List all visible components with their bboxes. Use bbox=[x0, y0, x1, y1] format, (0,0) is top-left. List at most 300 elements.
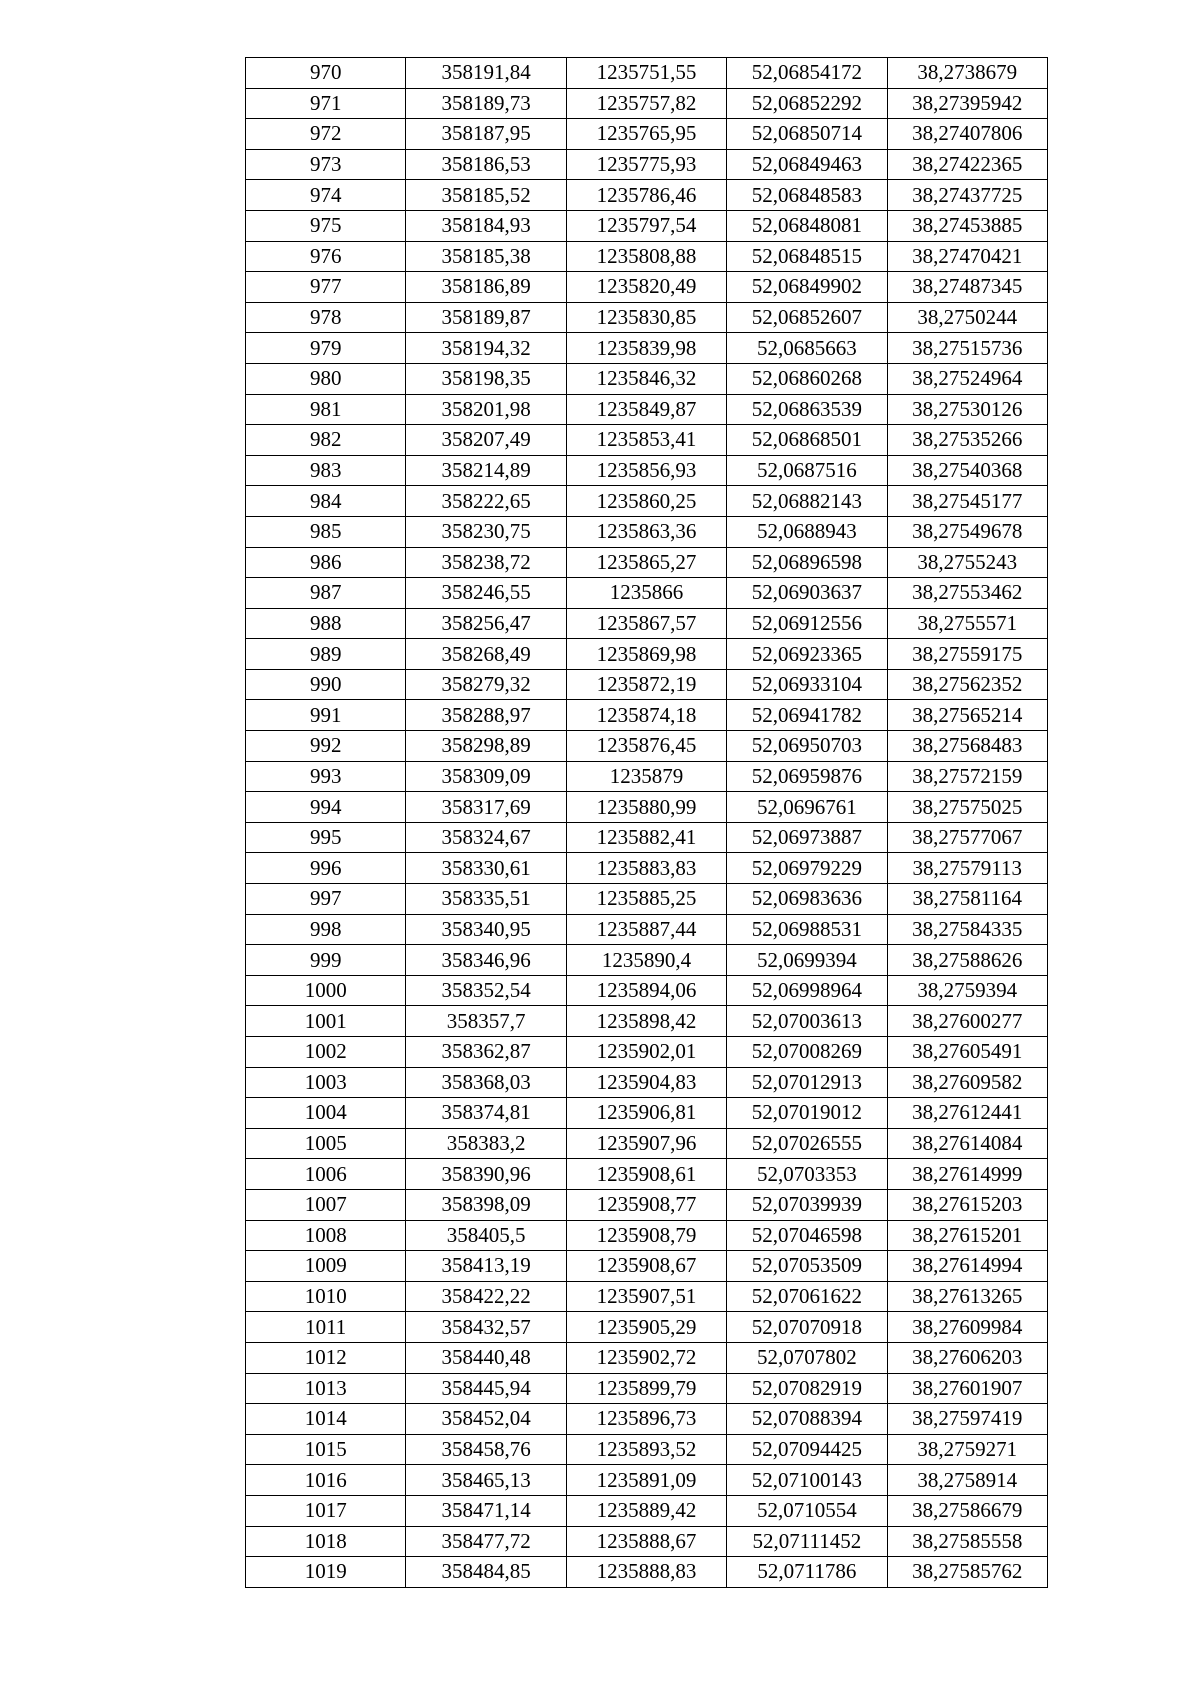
x-coordinate-cell: 358189,87 bbox=[406, 302, 566, 333]
longitude-cell: 38,27575025 bbox=[887, 792, 1047, 823]
y-coordinate-cell: 1235908,61 bbox=[566, 1159, 726, 1190]
table-row bbox=[246, 1098, 1048, 1129]
point-number-cell: 973 bbox=[246, 149, 406, 180]
longitude-cell: 38,27407806 bbox=[887, 119, 1047, 150]
latitude-cell: 52,07053509 bbox=[727, 1251, 887, 1282]
table-row bbox=[246, 1404, 1048, 1435]
longitude-cell: 38,2750244 bbox=[887, 302, 1047, 333]
point-number-cell: 997 bbox=[246, 884, 406, 915]
longitude-cell: 38,2759271 bbox=[887, 1434, 1047, 1465]
longitude-cell: 38,27453885 bbox=[887, 210, 1047, 241]
point-number-cell: 991 bbox=[246, 700, 406, 731]
longitude-cell: 38,27612441 bbox=[887, 1098, 1047, 1129]
x-coordinate-cell: 358477,72 bbox=[406, 1526, 566, 1557]
x-coordinate-cell: 358422,22 bbox=[406, 1281, 566, 1312]
latitude-cell: 52,0687516 bbox=[727, 455, 887, 486]
point-number-cell: 998 bbox=[246, 914, 406, 945]
y-coordinate-cell: 1235872,19 bbox=[566, 669, 726, 700]
latitude-cell: 52,07003613 bbox=[727, 1006, 887, 1037]
point-number-cell: 1013 bbox=[246, 1373, 406, 1404]
longitude-cell: 38,27605491 bbox=[887, 1037, 1047, 1068]
table-row bbox=[246, 669, 1048, 700]
longitude-cell: 38,27585762 bbox=[887, 1557, 1047, 1588]
point-number-cell: 1008 bbox=[246, 1220, 406, 1251]
table-row bbox=[246, 241, 1048, 272]
latitude-cell: 52,06933104 bbox=[727, 669, 887, 700]
y-coordinate-cell: 1235853,41 bbox=[566, 425, 726, 456]
point-number-cell: 979 bbox=[246, 333, 406, 364]
longitude-cell: 38,2758914 bbox=[887, 1465, 1047, 1496]
x-coordinate-cell: 358383,2 bbox=[406, 1128, 566, 1159]
latitude-cell: 52,07046598 bbox=[727, 1220, 887, 1251]
latitude-cell: 52,06848081 bbox=[727, 210, 887, 241]
table-row bbox=[246, 1373, 1048, 1404]
table-row bbox=[246, 88, 1048, 119]
table-row bbox=[246, 884, 1048, 915]
longitude-cell: 38,27601907 bbox=[887, 1373, 1047, 1404]
latitude-cell: 52,0710554 bbox=[727, 1495, 887, 1526]
table-row bbox=[246, 180, 1048, 211]
y-coordinate-cell: 1235775,93 bbox=[566, 149, 726, 180]
latitude-cell: 52,07039939 bbox=[727, 1189, 887, 1220]
x-coordinate-cell: 358246,55 bbox=[406, 578, 566, 609]
x-coordinate-cell: 358352,54 bbox=[406, 975, 566, 1006]
latitude-cell: 52,06854172 bbox=[727, 58, 887, 89]
table-row bbox=[246, 1128, 1048, 1159]
table-row bbox=[246, 608, 1048, 639]
latitude-cell: 52,06852292 bbox=[727, 88, 887, 119]
latitude-cell: 52,07008269 bbox=[727, 1037, 887, 1068]
table-row bbox=[246, 1281, 1048, 1312]
longitude-cell: 38,27559175 bbox=[887, 639, 1047, 670]
point-number-cell: 990 bbox=[246, 669, 406, 700]
x-coordinate-cell: 358201,98 bbox=[406, 394, 566, 425]
point-number-cell: 984 bbox=[246, 486, 406, 517]
longitude-cell: 38,27579113 bbox=[887, 853, 1047, 884]
latitude-cell: 52,06848515 bbox=[727, 241, 887, 272]
table-row bbox=[246, 975, 1048, 1006]
table-row bbox=[246, 731, 1048, 762]
y-coordinate-cell: 1235786,46 bbox=[566, 180, 726, 211]
latitude-cell: 52,06950703 bbox=[727, 731, 887, 762]
latitude-cell: 52,0699394 bbox=[727, 945, 887, 976]
longitude-cell: 38,27584335 bbox=[887, 914, 1047, 945]
y-coordinate-cell: 1235887,44 bbox=[566, 914, 726, 945]
point-number-cell: 1003 bbox=[246, 1067, 406, 1098]
longitude-cell: 38,27581164 bbox=[887, 884, 1047, 915]
table-row bbox=[246, 394, 1048, 425]
table-row bbox=[246, 210, 1048, 241]
longitude-cell: 38,27614999 bbox=[887, 1159, 1047, 1190]
x-coordinate-cell: 358279,32 bbox=[406, 669, 566, 700]
x-coordinate-cell: 358268,49 bbox=[406, 639, 566, 670]
table-row bbox=[246, 1312, 1048, 1343]
latitude-cell: 52,07061622 bbox=[727, 1281, 887, 1312]
y-coordinate-cell: 1235905,29 bbox=[566, 1312, 726, 1343]
table-row bbox=[246, 302, 1048, 333]
table-row bbox=[246, 425, 1048, 456]
point-number-cell: 971 bbox=[246, 88, 406, 119]
y-coordinate-cell: 1235882,41 bbox=[566, 822, 726, 853]
y-coordinate-cell: 1235820,49 bbox=[566, 272, 726, 303]
x-coordinate-cell: 358432,57 bbox=[406, 1312, 566, 1343]
table-row bbox=[246, 149, 1048, 180]
table-row bbox=[246, 516, 1048, 547]
y-coordinate-cell: 1235860,25 bbox=[566, 486, 726, 517]
y-coordinate-cell: 1235908,67 bbox=[566, 1251, 726, 1282]
point-number-cell: 996 bbox=[246, 853, 406, 884]
longitude-cell: 38,27577067 bbox=[887, 822, 1047, 853]
longitude-cell: 38,27540368 bbox=[887, 455, 1047, 486]
latitude-cell: 52,06903637 bbox=[727, 578, 887, 609]
point-number-cell: 1009 bbox=[246, 1251, 406, 1282]
table-row bbox=[246, 761, 1048, 792]
y-coordinate-cell: 1235888,67 bbox=[566, 1526, 726, 1557]
point-number-cell: 1000 bbox=[246, 975, 406, 1006]
point-number-cell: 981 bbox=[246, 394, 406, 425]
latitude-cell: 52,06998964 bbox=[727, 975, 887, 1006]
table-row bbox=[246, 639, 1048, 670]
coordinates-table-body bbox=[246, 58, 1048, 1588]
table-row bbox=[246, 822, 1048, 853]
longitude-cell: 38,27545177 bbox=[887, 486, 1047, 517]
longitude-cell: 38,27615203 bbox=[887, 1189, 1047, 1220]
longitude-cell: 38,27613265 bbox=[887, 1281, 1047, 1312]
latitude-cell: 52,07111452 bbox=[727, 1526, 887, 1557]
x-coordinate-cell: 358189,73 bbox=[406, 88, 566, 119]
longitude-cell: 38,27586679 bbox=[887, 1495, 1047, 1526]
longitude-cell: 38,2738679 bbox=[887, 58, 1047, 89]
y-coordinate-cell: 1235869,98 bbox=[566, 639, 726, 670]
latitude-cell: 52,06882143 bbox=[727, 486, 887, 517]
longitude-cell: 38,27562352 bbox=[887, 669, 1047, 700]
table-row bbox=[246, 333, 1048, 364]
latitude-cell: 52,0696761 bbox=[727, 792, 887, 823]
y-coordinate-cell: 1235893,52 bbox=[566, 1434, 726, 1465]
x-coordinate-cell: 358298,89 bbox=[406, 731, 566, 762]
table-row bbox=[246, 455, 1048, 486]
y-coordinate-cell: 1235894,06 bbox=[566, 975, 726, 1006]
y-coordinate-cell: 1235908,79 bbox=[566, 1220, 726, 1251]
longitude-cell: 38,27615201 bbox=[887, 1220, 1047, 1251]
y-coordinate-cell: 1235876,45 bbox=[566, 731, 726, 762]
table-row bbox=[246, 1006, 1048, 1037]
point-number-cell: 970 bbox=[246, 58, 406, 89]
latitude-cell: 52,07070918 bbox=[727, 1312, 887, 1343]
y-coordinate-cell: 1235808,88 bbox=[566, 241, 726, 272]
point-number-cell: 982 bbox=[246, 425, 406, 456]
point-number-cell: 1012 bbox=[246, 1342, 406, 1373]
point-number-cell: 1005 bbox=[246, 1128, 406, 1159]
longitude-cell: 38,27614084 bbox=[887, 1128, 1047, 1159]
x-coordinate-cell: 358346,96 bbox=[406, 945, 566, 976]
y-coordinate-cell: 1235904,83 bbox=[566, 1067, 726, 1098]
longitude-cell: 38,2755571 bbox=[887, 608, 1047, 639]
point-number-cell: 1019 bbox=[246, 1557, 406, 1588]
point-number-cell: 1001 bbox=[246, 1006, 406, 1037]
x-coordinate-cell: 358185,52 bbox=[406, 180, 566, 211]
latitude-cell: 52,0688943 bbox=[727, 516, 887, 547]
point-number-cell: 986 bbox=[246, 547, 406, 578]
longitude-cell: 38,27437725 bbox=[887, 180, 1047, 211]
x-coordinate-cell: 358440,48 bbox=[406, 1342, 566, 1373]
longitude-cell: 38,27572159 bbox=[887, 761, 1047, 792]
latitude-cell: 52,0707802 bbox=[727, 1342, 887, 1373]
longitude-cell: 38,27515736 bbox=[887, 333, 1047, 364]
latitude-cell: 52,06959876 bbox=[727, 761, 887, 792]
x-coordinate-cell: 358390,96 bbox=[406, 1159, 566, 1190]
latitude-cell: 52,06848583 bbox=[727, 180, 887, 211]
y-coordinate-cell: 1235896,73 bbox=[566, 1404, 726, 1435]
longitude-cell: 38,27600277 bbox=[887, 1006, 1047, 1037]
x-coordinate-cell: 358413,19 bbox=[406, 1251, 566, 1282]
x-coordinate-cell: 358256,47 bbox=[406, 608, 566, 639]
x-coordinate-cell: 358398,09 bbox=[406, 1189, 566, 1220]
longitude-cell: 38,27588626 bbox=[887, 945, 1047, 976]
table-row bbox=[246, 945, 1048, 976]
y-coordinate-cell: 1235846,32 bbox=[566, 363, 726, 394]
table-row bbox=[246, 363, 1048, 394]
x-coordinate-cell: 358194,32 bbox=[406, 333, 566, 364]
table-row bbox=[246, 1495, 1048, 1526]
table-row bbox=[246, 119, 1048, 150]
y-coordinate-cell: 1235908,77 bbox=[566, 1189, 726, 1220]
longitude-cell: 38,27565214 bbox=[887, 700, 1047, 731]
x-coordinate-cell: 358230,75 bbox=[406, 516, 566, 547]
y-coordinate-cell: 1235830,85 bbox=[566, 302, 726, 333]
latitude-cell: 52,06849902 bbox=[727, 272, 887, 303]
latitude-cell: 52,07088394 bbox=[727, 1404, 887, 1435]
latitude-cell: 52,06912556 bbox=[727, 608, 887, 639]
latitude-cell: 52,06988531 bbox=[727, 914, 887, 945]
latitude-cell: 52,06863539 bbox=[727, 394, 887, 425]
longitude-cell: 38,2759394 bbox=[887, 975, 1047, 1006]
point-number-cell: 983 bbox=[246, 455, 406, 486]
latitude-cell: 52,06979229 bbox=[727, 853, 887, 884]
y-coordinate-cell: 1235891,09 bbox=[566, 1465, 726, 1496]
x-coordinate-cell: 358445,94 bbox=[406, 1373, 566, 1404]
y-coordinate-cell: 1235885,25 bbox=[566, 884, 726, 915]
x-coordinate-cell: 358214,89 bbox=[406, 455, 566, 486]
longitude-cell: 38,27606203 bbox=[887, 1342, 1047, 1373]
latitude-cell: 52,06850714 bbox=[727, 119, 887, 150]
longitude-cell: 38,2755243 bbox=[887, 547, 1047, 578]
longitude-cell: 38,27530126 bbox=[887, 394, 1047, 425]
latitude-cell: 52,06868501 bbox=[727, 425, 887, 456]
latitude-cell: 52,07026555 bbox=[727, 1128, 887, 1159]
x-coordinate-cell: 358222,65 bbox=[406, 486, 566, 517]
point-number-cell: 1006 bbox=[246, 1159, 406, 1190]
y-coordinate-cell: 1235867,57 bbox=[566, 608, 726, 639]
table-row bbox=[246, 578, 1048, 609]
latitude-cell: 52,06860268 bbox=[727, 363, 887, 394]
x-coordinate-cell: 358187,95 bbox=[406, 119, 566, 150]
longitude-cell: 38,27535266 bbox=[887, 425, 1047, 456]
point-number-cell: 987 bbox=[246, 578, 406, 609]
point-number-cell: 1017 bbox=[246, 1495, 406, 1526]
y-coordinate-cell: 1235839,98 bbox=[566, 333, 726, 364]
x-coordinate-cell: 358309,09 bbox=[406, 761, 566, 792]
y-coordinate-cell: 1235879 bbox=[566, 761, 726, 792]
latitude-cell: 52,07094425 bbox=[727, 1434, 887, 1465]
x-coordinate-cell: 358458,76 bbox=[406, 1434, 566, 1465]
table-row bbox=[246, 486, 1048, 517]
x-coordinate-cell: 358484,85 bbox=[406, 1557, 566, 1588]
table-row bbox=[246, 700, 1048, 731]
latitude-cell: 52,06983636 bbox=[727, 884, 887, 915]
table-row bbox=[246, 1465, 1048, 1496]
x-coordinate-cell: 358317,69 bbox=[406, 792, 566, 823]
longitude-cell: 38,27609582 bbox=[887, 1067, 1047, 1098]
latitude-cell: 52,06923365 bbox=[727, 639, 887, 670]
y-coordinate-cell: 1235765,95 bbox=[566, 119, 726, 150]
longitude-cell: 38,27585558 bbox=[887, 1526, 1047, 1557]
y-coordinate-cell: 1235888,83 bbox=[566, 1557, 726, 1588]
x-coordinate-cell: 358362,87 bbox=[406, 1037, 566, 1068]
latitude-cell: 52,06896598 bbox=[727, 547, 887, 578]
x-coordinate-cell: 358330,61 bbox=[406, 853, 566, 884]
point-number-cell: 988 bbox=[246, 608, 406, 639]
table-row bbox=[246, 792, 1048, 823]
table-row bbox=[246, 1220, 1048, 1251]
y-coordinate-cell: 1235866 bbox=[566, 578, 726, 609]
latitude-cell: 52,07012913 bbox=[727, 1067, 887, 1098]
x-coordinate-cell: 358207,49 bbox=[406, 425, 566, 456]
point-number-cell: 992 bbox=[246, 731, 406, 762]
y-coordinate-cell: 1235889,42 bbox=[566, 1495, 726, 1526]
table-row bbox=[246, 1067, 1048, 1098]
table-row bbox=[246, 1037, 1048, 1068]
point-number-cell: 1004 bbox=[246, 1098, 406, 1129]
y-coordinate-cell: 1235907,96 bbox=[566, 1128, 726, 1159]
table-row bbox=[246, 1434, 1048, 1465]
table-row bbox=[246, 58, 1048, 89]
y-coordinate-cell: 1235907,51 bbox=[566, 1281, 726, 1312]
latitude-cell: 52,07082919 bbox=[727, 1373, 887, 1404]
point-number-cell: 989 bbox=[246, 639, 406, 670]
y-coordinate-cell: 1235797,54 bbox=[566, 210, 726, 241]
point-number-cell: 1016 bbox=[246, 1465, 406, 1496]
x-coordinate-cell: 358238,72 bbox=[406, 547, 566, 578]
y-coordinate-cell: 1235849,87 bbox=[566, 394, 726, 425]
point-number-cell: 978 bbox=[246, 302, 406, 333]
longitude-cell: 38,27597419 bbox=[887, 1404, 1047, 1435]
point-number-cell: 985 bbox=[246, 516, 406, 547]
point-number-cell: 1002 bbox=[246, 1037, 406, 1068]
point-number-cell: 975 bbox=[246, 210, 406, 241]
y-coordinate-cell: 1235865,27 bbox=[566, 547, 726, 578]
y-coordinate-cell: 1235856,93 bbox=[566, 455, 726, 486]
y-coordinate-cell: 1235883,83 bbox=[566, 853, 726, 884]
longitude-cell: 38,27609984 bbox=[887, 1312, 1047, 1343]
table-row bbox=[246, 914, 1048, 945]
y-coordinate-cell: 1235906,81 bbox=[566, 1098, 726, 1129]
point-number-cell: 999 bbox=[246, 945, 406, 976]
table-row bbox=[246, 1251, 1048, 1282]
x-coordinate-cell: 358185,38 bbox=[406, 241, 566, 272]
latitude-cell: 52,06941782 bbox=[727, 700, 887, 731]
longitude-cell: 38,27422365 bbox=[887, 149, 1047, 180]
point-number-cell: 980 bbox=[246, 363, 406, 394]
x-coordinate-cell: 358184,93 bbox=[406, 210, 566, 241]
point-number-cell: 977 bbox=[246, 272, 406, 303]
point-number-cell: 994 bbox=[246, 792, 406, 823]
point-number-cell: 993 bbox=[246, 761, 406, 792]
x-coordinate-cell: 358471,14 bbox=[406, 1495, 566, 1526]
y-coordinate-cell: 1235880,99 bbox=[566, 792, 726, 823]
table-row bbox=[246, 1189, 1048, 1220]
y-coordinate-cell: 1235902,72 bbox=[566, 1342, 726, 1373]
y-coordinate-cell: 1235874,18 bbox=[566, 700, 726, 731]
x-coordinate-cell: 358368,03 bbox=[406, 1067, 566, 1098]
y-coordinate-cell: 1235863,36 bbox=[566, 516, 726, 547]
y-coordinate-cell: 1235751,55 bbox=[566, 58, 726, 89]
x-coordinate-cell: 358324,67 bbox=[406, 822, 566, 853]
longitude-cell: 38,27614994 bbox=[887, 1251, 1047, 1282]
point-number-cell: 1010 bbox=[246, 1281, 406, 1312]
point-number-cell: 1014 bbox=[246, 1404, 406, 1435]
x-coordinate-cell: 358374,81 bbox=[406, 1098, 566, 1129]
table-row bbox=[246, 547, 1048, 578]
point-number-cell: 995 bbox=[246, 822, 406, 853]
table-row bbox=[246, 1342, 1048, 1373]
longitude-cell: 38,27524964 bbox=[887, 363, 1047, 394]
point-number-cell: 1011 bbox=[246, 1312, 406, 1343]
y-coordinate-cell: 1235890,4 bbox=[566, 945, 726, 976]
point-number-cell: 974 bbox=[246, 180, 406, 211]
y-coordinate-cell: 1235902,01 bbox=[566, 1037, 726, 1068]
x-coordinate-cell: 358186,89 bbox=[406, 272, 566, 303]
coordinates-table bbox=[245, 57, 1048, 1588]
y-coordinate-cell: 1235898,42 bbox=[566, 1006, 726, 1037]
latitude-cell: 52,0703353 bbox=[727, 1159, 887, 1190]
point-number-cell: 976 bbox=[246, 241, 406, 272]
table-row bbox=[246, 853, 1048, 884]
latitude-cell: 52,07019012 bbox=[727, 1098, 887, 1129]
x-coordinate-cell: 358191,84 bbox=[406, 58, 566, 89]
latitude-cell: 52,0685663 bbox=[727, 333, 887, 364]
point-number-cell: 1015 bbox=[246, 1434, 406, 1465]
x-coordinate-cell: 358405,5 bbox=[406, 1220, 566, 1251]
x-coordinate-cell: 358198,35 bbox=[406, 363, 566, 394]
x-coordinate-cell: 358335,51 bbox=[406, 884, 566, 915]
latitude-cell: 52,07100143 bbox=[727, 1465, 887, 1496]
table-row bbox=[246, 1557, 1048, 1588]
table-row bbox=[246, 1526, 1048, 1557]
latitude-cell: 52,06849463 bbox=[727, 149, 887, 180]
point-number-cell: 1018 bbox=[246, 1526, 406, 1557]
longitude-cell: 38,27553462 bbox=[887, 578, 1047, 609]
latitude-cell: 52,0711786 bbox=[727, 1557, 887, 1588]
x-coordinate-cell: 358186,53 bbox=[406, 149, 566, 180]
point-number-cell: 1007 bbox=[246, 1189, 406, 1220]
longitude-cell: 38,27487345 bbox=[887, 272, 1047, 303]
latitude-cell: 52,06852607 bbox=[727, 302, 887, 333]
y-coordinate-cell: 1235899,79 bbox=[566, 1373, 726, 1404]
x-coordinate-cell: 358288,97 bbox=[406, 700, 566, 731]
x-coordinate-cell: 358452,04 bbox=[406, 1404, 566, 1435]
point-number-cell: 972 bbox=[246, 119, 406, 150]
table-row bbox=[246, 1159, 1048, 1190]
longitude-cell: 38,27470421 bbox=[887, 241, 1047, 272]
longitude-cell: 38,27568483 bbox=[887, 731, 1047, 762]
x-coordinate-cell: 358465,13 bbox=[406, 1465, 566, 1496]
x-coordinate-cell: 358357,7 bbox=[406, 1006, 566, 1037]
table-row bbox=[246, 272, 1048, 303]
longitude-cell: 38,27395942 bbox=[887, 88, 1047, 119]
longitude-cell: 38,27549678 bbox=[887, 516, 1047, 547]
x-coordinate-cell: 358340,95 bbox=[406, 914, 566, 945]
